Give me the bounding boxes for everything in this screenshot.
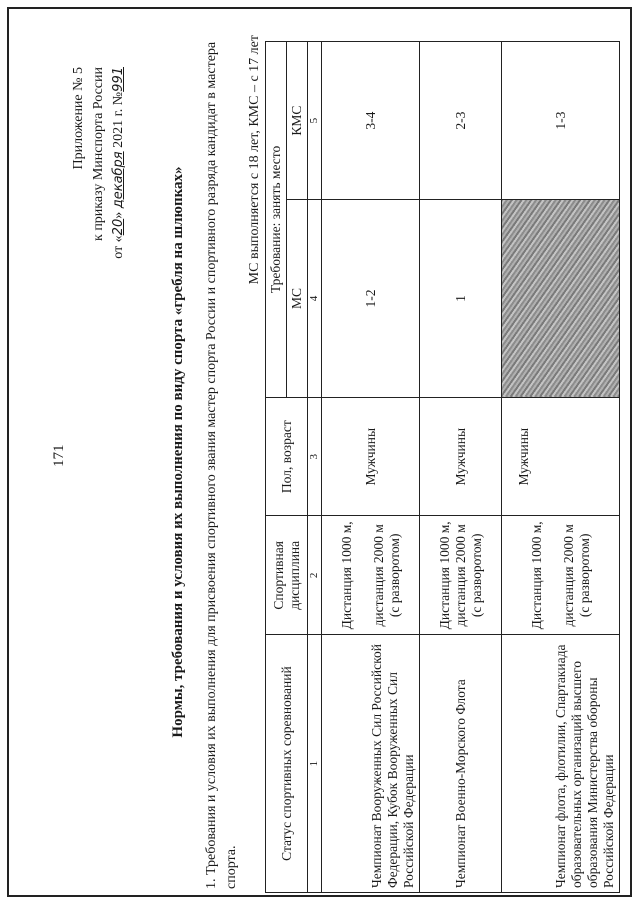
col-number: 4 bbox=[308, 200, 322, 398]
requirements-table bbox=[265, 41, 620, 893]
appendix-title: Приложение № 5 bbox=[71, 67, 86, 170]
document-title: Нормы, требования и условия их выполнения по виду спорта «гребля на шлюпках» bbox=[170, 166, 186, 738]
table-row bbox=[322, 42, 420, 893]
handwritten-order-number: 991 bbox=[111, 67, 126, 92]
age-note: МС выполняется с 18 лет, КМС – с 17 лет bbox=[247, 35, 262, 285]
appendix-order-ref: к приказу Минспорта России bbox=[91, 67, 106, 241]
row-ms-shaded bbox=[502, 200, 620, 398]
row-status: Чемпионат Вооруженных Сил Российской Федерации, Кубок Вооруженных Сил Российской Федерации bbox=[322, 635, 420, 893]
header-sex-age: Пол, возраст bbox=[266, 397, 308, 516]
appendix-header bbox=[69, 67, 129, 317]
row-kms: 3-4 bbox=[322, 42, 420, 200]
table-row bbox=[502, 42, 620, 893]
row-sex: Мужчины bbox=[420, 397, 502, 516]
table-header-row bbox=[266, 42, 287, 893]
row-discipline: Дистанция 1000 м, дистанция 2000 м (с разворотом) bbox=[420, 516, 502, 635]
row-kms: 1-3 bbox=[502, 42, 620, 200]
row-status: Чемпионат флота, флотилии, Спартакиада образовательных организаций высшего образования Министерства обороны Российской Федерации bbox=[502, 635, 620, 893]
requirements-paragraph: 1. Требования и условия их выполнения для присвоения спортивного звания мастер спорта России и спортивного разряда кандидат в мастера спорта. bbox=[204, 41, 239, 889]
column-number-row bbox=[308, 42, 322, 893]
page-number: 171 bbox=[51, 444, 67, 467]
header-discipline: Спортивная дисциплина bbox=[266, 516, 308, 635]
row-kms: 2-3 bbox=[420, 42, 502, 200]
col-number: 3 bbox=[308, 397, 322, 516]
row-sex: Мужчины bbox=[322, 397, 420, 516]
appendix-date-line: от «20» декабря 2021 г. №991 bbox=[111, 67, 126, 259]
row-status: Чемпионат Военно-Морского Флота bbox=[420, 635, 502, 893]
row-sex: Мужчины bbox=[502, 397, 620, 516]
row-discipline: Дистанция 1000 м, дистанция 2000 м (с разворотом) bbox=[502, 516, 620, 635]
header-ms: МС bbox=[287, 200, 308, 398]
header-kms: КМС bbox=[287, 42, 308, 200]
handwritten-day: 20 bbox=[111, 218, 126, 236]
header-status: Статус спортивных соревнований bbox=[266, 635, 308, 893]
row-ms: 1 bbox=[420, 200, 502, 398]
col-number: 2 bbox=[308, 516, 322, 635]
row-ms: 1-2 bbox=[322, 200, 420, 398]
col-number: 5 bbox=[308, 42, 322, 200]
header-requirement: Требование: занять место bbox=[266, 42, 287, 398]
table-row bbox=[420, 42, 502, 893]
handwritten-month: декабря bbox=[111, 151, 126, 209]
row-discipline: Дистанция 1000 м, дистанция 2000 м (с разворотом) bbox=[322, 516, 420, 635]
col-number: 1 bbox=[308, 635, 322, 893]
document-sheet bbox=[7, 7, 632, 897]
